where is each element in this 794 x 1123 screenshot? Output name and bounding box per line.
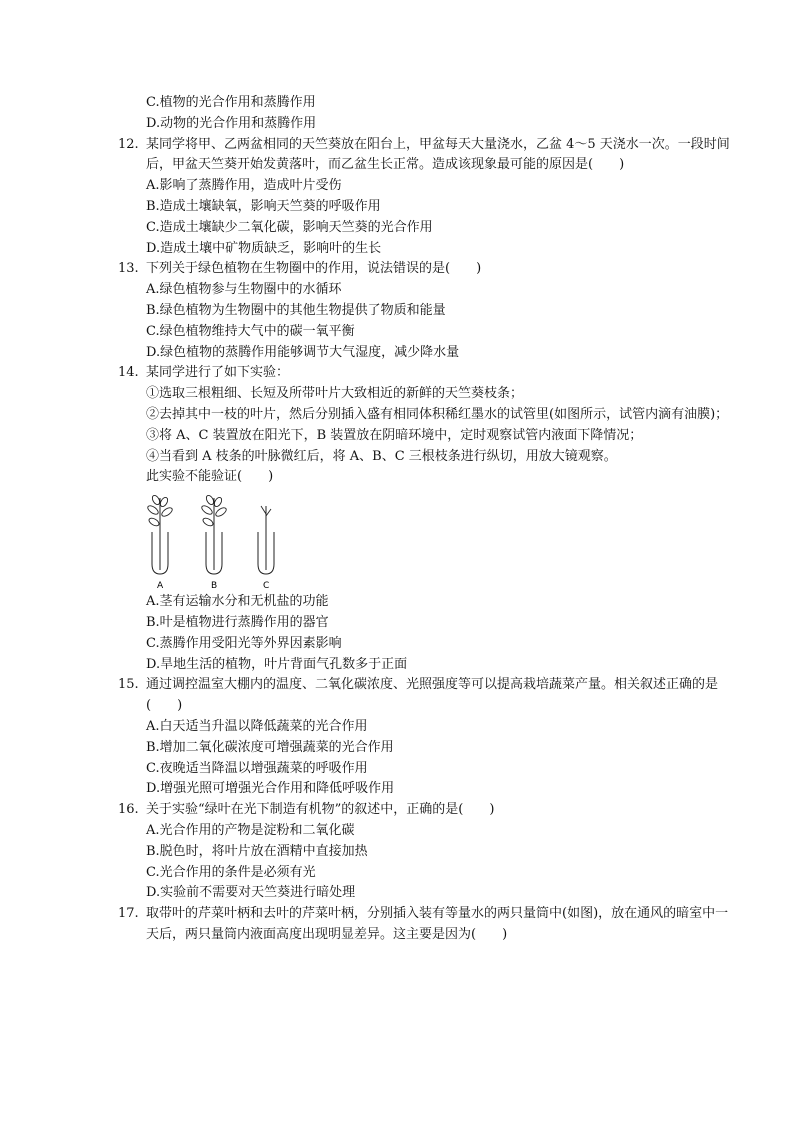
option-d: D.增强光照可增强光合作用和降低呼吸作用	[146, 781, 395, 797]
test-tube-figure	[146, 492, 738, 590]
question-number: 12.	[118, 136, 139, 152]
option-b: B.绿色植物为生物圈中的其他生物提供了物质和能量	[146, 302, 446, 318]
question-15	[118, 675, 738, 800]
question-stem	[118, 675, 738, 717]
option-a: A.绿色植物参与生物圈中的水循环	[146, 282, 342, 298]
option-c: C.夜晚适当降温以增强蔬菜的呼吸作用	[146, 760, 368, 776]
option-d: D.实验前不需要对天竺葵进行暗处理	[146, 885, 356, 901]
experiment-step-1: ①选取三根粗细、长短及所带叶片大致相近的新鲜的天竺葵枝条；	[146, 386, 524, 402]
question-text: 关于实验“绿叶在光下制造有机物”的叙述中，正确的是( )	[146, 802, 495, 818]
question-stem	[118, 259, 738, 280]
question-number: 13.	[118, 261, 139, 277]
experiment-step-3: ③将 A、C 装置放在阳光下，B 装置放在阴暗环境中，定时观察试管内液面下降情况；	[146, 427, 643, 443]
option-b: B.增加二氧化碳浓度可增强蔬菜的光合作用	[146, 739, 394, 755]
option-b: B.造成土壤缺氧，影响天竺葵的呼吸作用	[146, 198, 381, 214]
option-a: A.影响了蒸腾作用，造成叶片受伤	[146, 178, 342, 194]
question-text: 取带叶的芹菜叶柄和去叶的芹菜叶柄，分别插入装有等量水的两只量筒中(如图)，放在通风的暗室中一天后，两只量筒内液面高度出现明显差异。这主要是因为( )	[146, 906, 729, 942]
question-text: 下列关于绿色植物在生物圈中的作用，说法错误的是( )	[146, 261, 482, 277]
question-number: 14.	[118, 365, 139, 381]
option-a: A.光合作用的产物是淀粉和二氧化碳	[146, 822, 355, 838]
option-d: D.造成土壤中矿物质缺乏，影响叶的生长	[146, 240, 382, 256]
question-text: 通过调控温室大棚内的温度、二氧化碳浓度、光照强度等可以提高栽培蔬菜产量。相关叙述正确的是( )	[146, 677, 719, 714]
question-stem	[118, 363, 738, 384]
tube-label-c: C	[263, 581, 270, 591]
tube-c-with-leafless-branch	[258, 506, 274, 590]
test-tube-diagram	[146, 492, 306, 590]
question-number: 16.	[118, 802, 139, 818]
experiment-step-4: ④当看到 A 枝条的叶脉微红后，将 A、B、C 三根枝条进行纵切，用放大镜观察。	[146, 448, 617, 464]
option-c: C.造成土壤缺少二氧化碳，影响天竺葵的光合作用	[146, 219, 433, 235]
option-d: D.动物的光合作用和蒸腾作用	[146, 115, 317, 131]
question-number: 17.	[118, 906, 139, 922]
question-16	[118, 800, 738, 904]
option-d: D.绿色植物的蒸腾作用能够调节大气湿度，减少降水量	[146, 344, 460, 360]
tube-label-b: B	[211, 581, 218, 591]
tube-a-with-leafy-branch	[146, 494, 173, 590]
exam-page	[118, 93, 738, 946]
question-12	[118, 135, 738, 260]
option-c: C.蒸腾作用受阳光等外界因素影响	[146, 635, 342, 651]
option-c: C.绿色植物维持大气中的碳一氧平衡	[146, 323, 355, 339]
experiment-question: 此实验不能验证( )	[146, 469, 274, 485]
question-11-tail	[118, 93, 738, 135]
option-b: B.叶是植物进行蒸腾作用的器官	[146, 614, 329, 630]
experiment-step-2: ②去掉其中一枝的叶片，然后分别插入盛有相同体积稀红墨水的试管里(如图所示，试管内滴有油膜)；	[146, 406, 729, 422]
tube-label-a: A	[157, 581, 164, 591]
question-text: 某同学进行了如下实验：	[146, 365, 290, 381]
option-b: B.脱色时，将叶片放在酒精中直接加热	[146, 843, 368, 859]
option-c: C.光合作用的条件是必须有光	[146, 864, 316, 880]
question-stem	[118, 904, 738, 946]
question-17	[118, 904, 738, 946]
question-stem	[118, 800, 738, 821]
option-d: D.旱地生活的植物，叶片背面气孔数多于正面	[146, 656, 408, 672]
question-14	[118, 363, 738, 675]
question-13	[118, 259, 738, 363]
question-stem	[118, 135, 738, 177]
question-text: 某同学将甲、乙两盆相同的天竺葵放在阳台上，甲盆每天大量浇水，乙盆 4～5 天浇水一次。一段时间后，甲盆天竺葵开始发黄落叶，而乙盆生长正常。造成该现象最可能的原因是( )	[146, 136, 730, 173]
option-a: A.白天适当升温以降低蔬菜的光合作用	[146, 718, 368, 734]
option-c: C.植物的光合作用和蒸腾作用	[146, 95, 316, 110]
tube-b-with-leafy-branch	[200, 494, 227, 590]
question-number: 15.	[118, 677, 139, 693]
option-a: A.茎有运输水分和无机盐的功能	[146, 594, 329, 610]
